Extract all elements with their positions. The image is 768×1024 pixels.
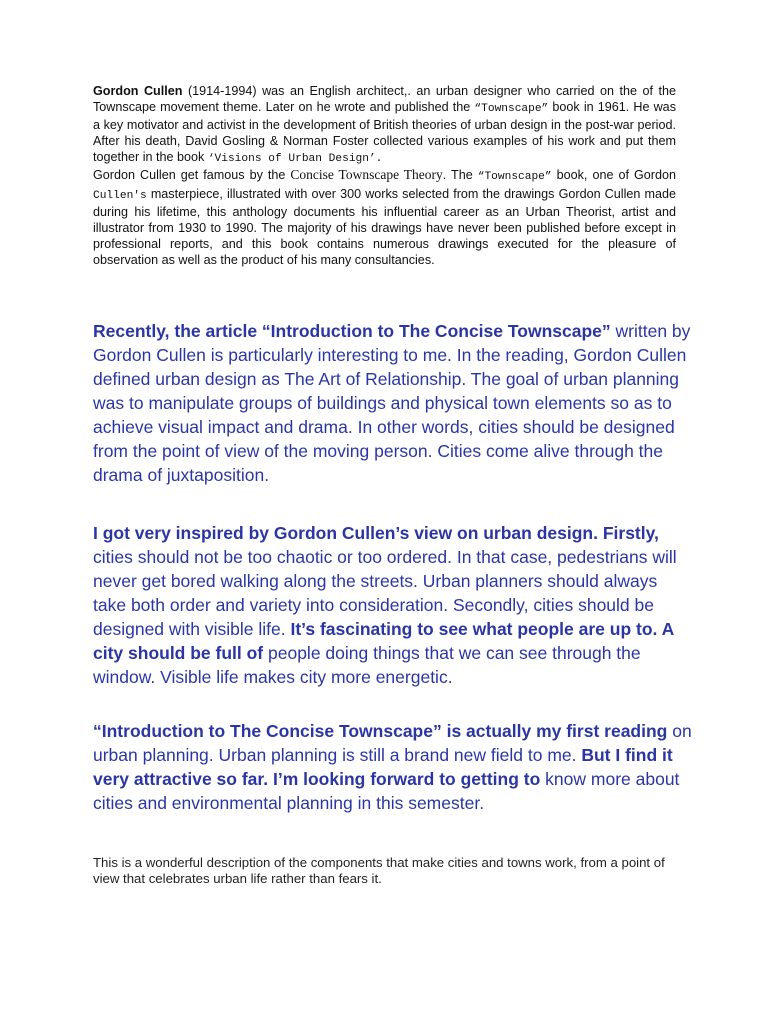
- essay-lead-text: Recently, the article “Introduction to The Concise Townscape”: [93, 321, 611, 341]
- book-title: “Townscape”: [477, 171, 552, 184]
- essay-text: know more about cities and environmental planning in this semester.: [93, 769, 680, 813]
- essay-paragraph-1: [93, 319, 693, 487]
- intro-text: . The: [442, 168, 478, 183]
- closing-text: This is a wonderful description of the components that make cities and towns work, from a point of view that celebrates urban life rather than fears it.: [93, 855, 665, 887]
- intro-text: Gordon Cullen get famous by the: [93, 168, 291, 183]
- essay-text: written by Gordon Cullen is particularly interesting to me. In the reading, Gordon Cullen defined urban design as The Art of Relationship. The goal of urban planning was to manipulate groups of buildings and physical town elements so as to achieve visual impact and drama. In other words, cities should be designed from the point of view of the moving person. Cities come alive through the drama of juxtaposition.: [93, 321, 691, 485]
- intro-text: masterpiece, illustrated with over 300 works selected from the drawings Gordon Cullen made during his lifetime, this anthology documents his influential career as an Urban Theorist, artist and illustrator from 1930 to 1990. The majority of his drawings have never been published before except in professional reports, and this book contains numerous drawings executed for the pleasure of observation as well as the product of his many consultancies.: [93, 186, 676, 267]
- essay-paragraph-3: [93, 719, 693, 815]
- intro-text: (1914-1994) was an English architect,. an urban designer who carried on the of the Townscape movement theme. Later on he wrote and published the: [93, 84, 676, 115]
- essay-bold-text: But I find it very attractive so far. I’m looking forward to getting to: [93, 745, 673, 789]
- intro-section: [93, 83, 676, 268]
- author-name: Gordon Cullen: [93, 84, 183, 98]
- theory-name: Concise Townscape Theory: [290, 167, 443, 183]
- intro-paragraph-2: [93, 167, 676, 268]
- closing-paragraph: [93, 855, 693, 887]
- intro-text: book, one of Gordon: [551, 168, 676, 183]
- book-title: ‘Visions of Urban Design’.: [207, 153, 383, 166]
- author-possessive: Cullen's: [93, 189, 147, 202]
- essay-bold-text: It’s fascinating to see what people are up to. A city should be full of: [93, 619, 674, 663]
- essay-text: people doing things that we can see through the window. Visible life makes city more energetic.: [93, 643, 641, 687]
- intro-paragraph-1: [93, 83, 676, 167]
- essay-text: on urban planning. Urban planning is still a brand new field to me.: [93, 721, 692, 765]
- essay-text: cities should not be too chaotic or too ordered. In that case, pedestrians will never get bored walking along the streets. Urban planners should always take both order and variety into consideration. Secondly, cities should be designed with visible life.: [93, 547, 677, 639]
- essay-lead-text: “Introduction to The Concise Townscape” is actually my first reading: [93, 721, 668, 741]
- book-title: “Townscape”: [474, 103, 549, 116]
- essay-paragraph-2: [93, 521, 693, 689]
- essay-lead-text: I got very inspired by Gordon Cullen’s view on urban design. Firstly,: [93, 523, 659, 543]
- intro-text: book in 1961. He was a key motivator and activist in the development of British theories of urban design in the post-war period. After his death, David Gosling & Norman Foster collected various examples of his work and put them together in the book: [93, 100, 676, 165]
